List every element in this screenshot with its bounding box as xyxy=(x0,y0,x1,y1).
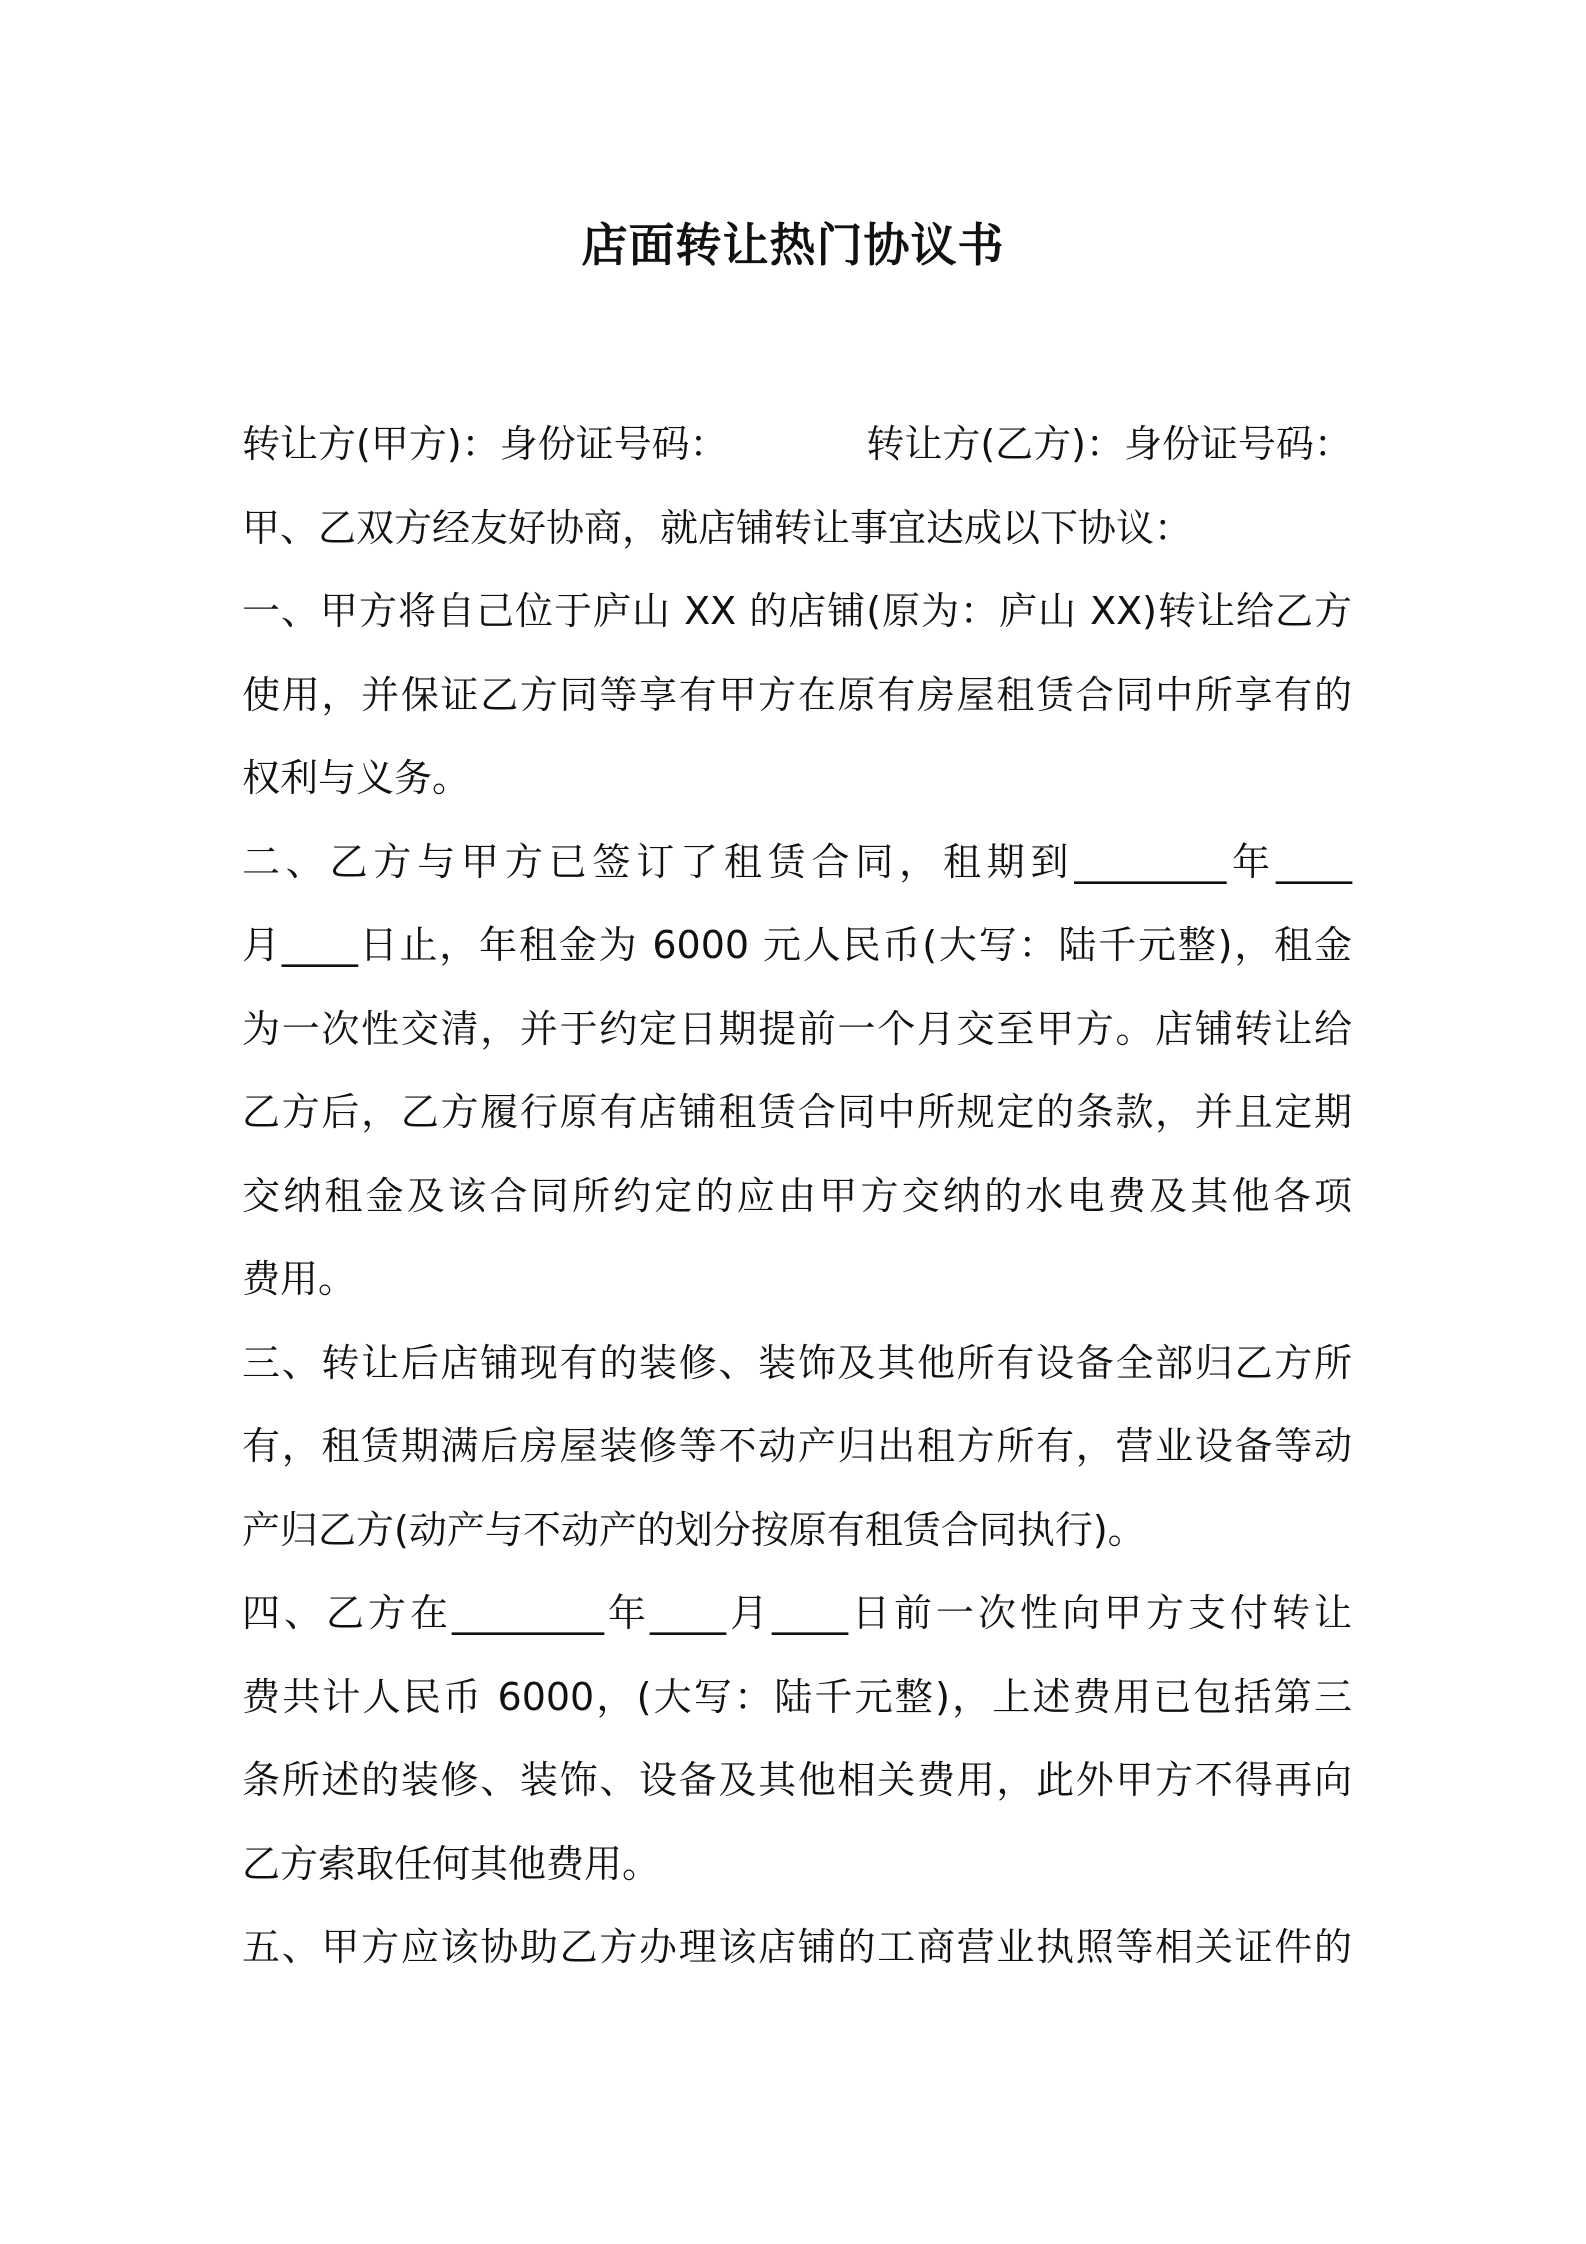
clause-2-line-4: 乙方后，乙方履行原有店铺租赁合同中所规定的条款，并且定期 xyxy=(242,1090,1352,1134)
clause-3-line-3: 产归乙方(动产与不动产的划分按原有租赁合同执行)。 xyxy=(242,1507,1146,1552)
clause-1-line-3: 权利与义务。 xyxy=(242,756,471,800)
party-a-label: 转让方(甲方)：身份证号码： xyxy=(242,422,728,466)
clause-2-line-2: 月____日止，年租金为 6000 元人民币(大写：陆千元整)，租金 xyxy=(242,923,1352,967)
clause-2-line-1: 二、乙方与甲方已签订了租赁合同，租期到________年____ xyxy=(242,839,1352,884)
clause-4-line-3: 条所述的装修、装饰、设备及其他相关费用，此外甲方不得再向 xyxy=(242,1758,1352,1802)
clause-1-line-1: 一、甲方将自己位于庐山 XX 的店铺(原为：庐山 XX)转让给乙方 xyxy=(242,589,1352,633)
document-title: 店面转让热门协议书 xyxy=(581,218,1005,272)
clause-4-line-1: 四、乙方在________年____月____日前一次性向甲方支付转让 xyxy=(242,1591,1352,1635)
clause-3-line-1: 三、转让后店铺现有的装修、装饰及其他所有设备全部归乙方所 xyxy=(242,1340,1352,1385)
party-b-label: 转让方(乙方)：身份证号码： xyxy=(866,422,1352,466)
document-body xyxy=(242,403,1352,1990)
parties-line xyxy=(242,403,1352,487)
clause-2-line-5: 交纳租金及该合同所约定的应由甲方交纳的水电费及其他各项 xyxy=(242,1173,1352,1218)
clause-2-line-3: 为一次性交清，并于约定日期提前一个月交至甲方。店铺转让给 xyxy=(242,1006,1352,1051)
clause-3-line-2: 有，租赁期满后房屋装修等不动产归出租方所有，营业设备等动 xyxy=(242,1424,1352,1468)
clause-4-line-4: 乙方索取任何其他费用。 xyxy=(242,1841,661,1886)
clause-2-line-6: 费用。 xyxy=(242,1257,357,1301)
clause-4-line-2: 费共计人民币 6000，(大写：陆千元整)，上述费用已包括第三 xyxy=(242,1674,1352,1719)
clause-5-line-1: 五、甲方应该协助乙方办理该店铺的工商营业执照等相关证件的 xyxy=(242,1925,1352,1969)
intro-line: 甲、乙双方经友好协商，就店铺转让事宜达成以下协议： xyxy=(242,505,1193,550)
clause-1-line-2: 使用，并保证乙方同等享有甲方在原有房屋租赁合同中所享有的 xyxy=(242,672,1352,717)
